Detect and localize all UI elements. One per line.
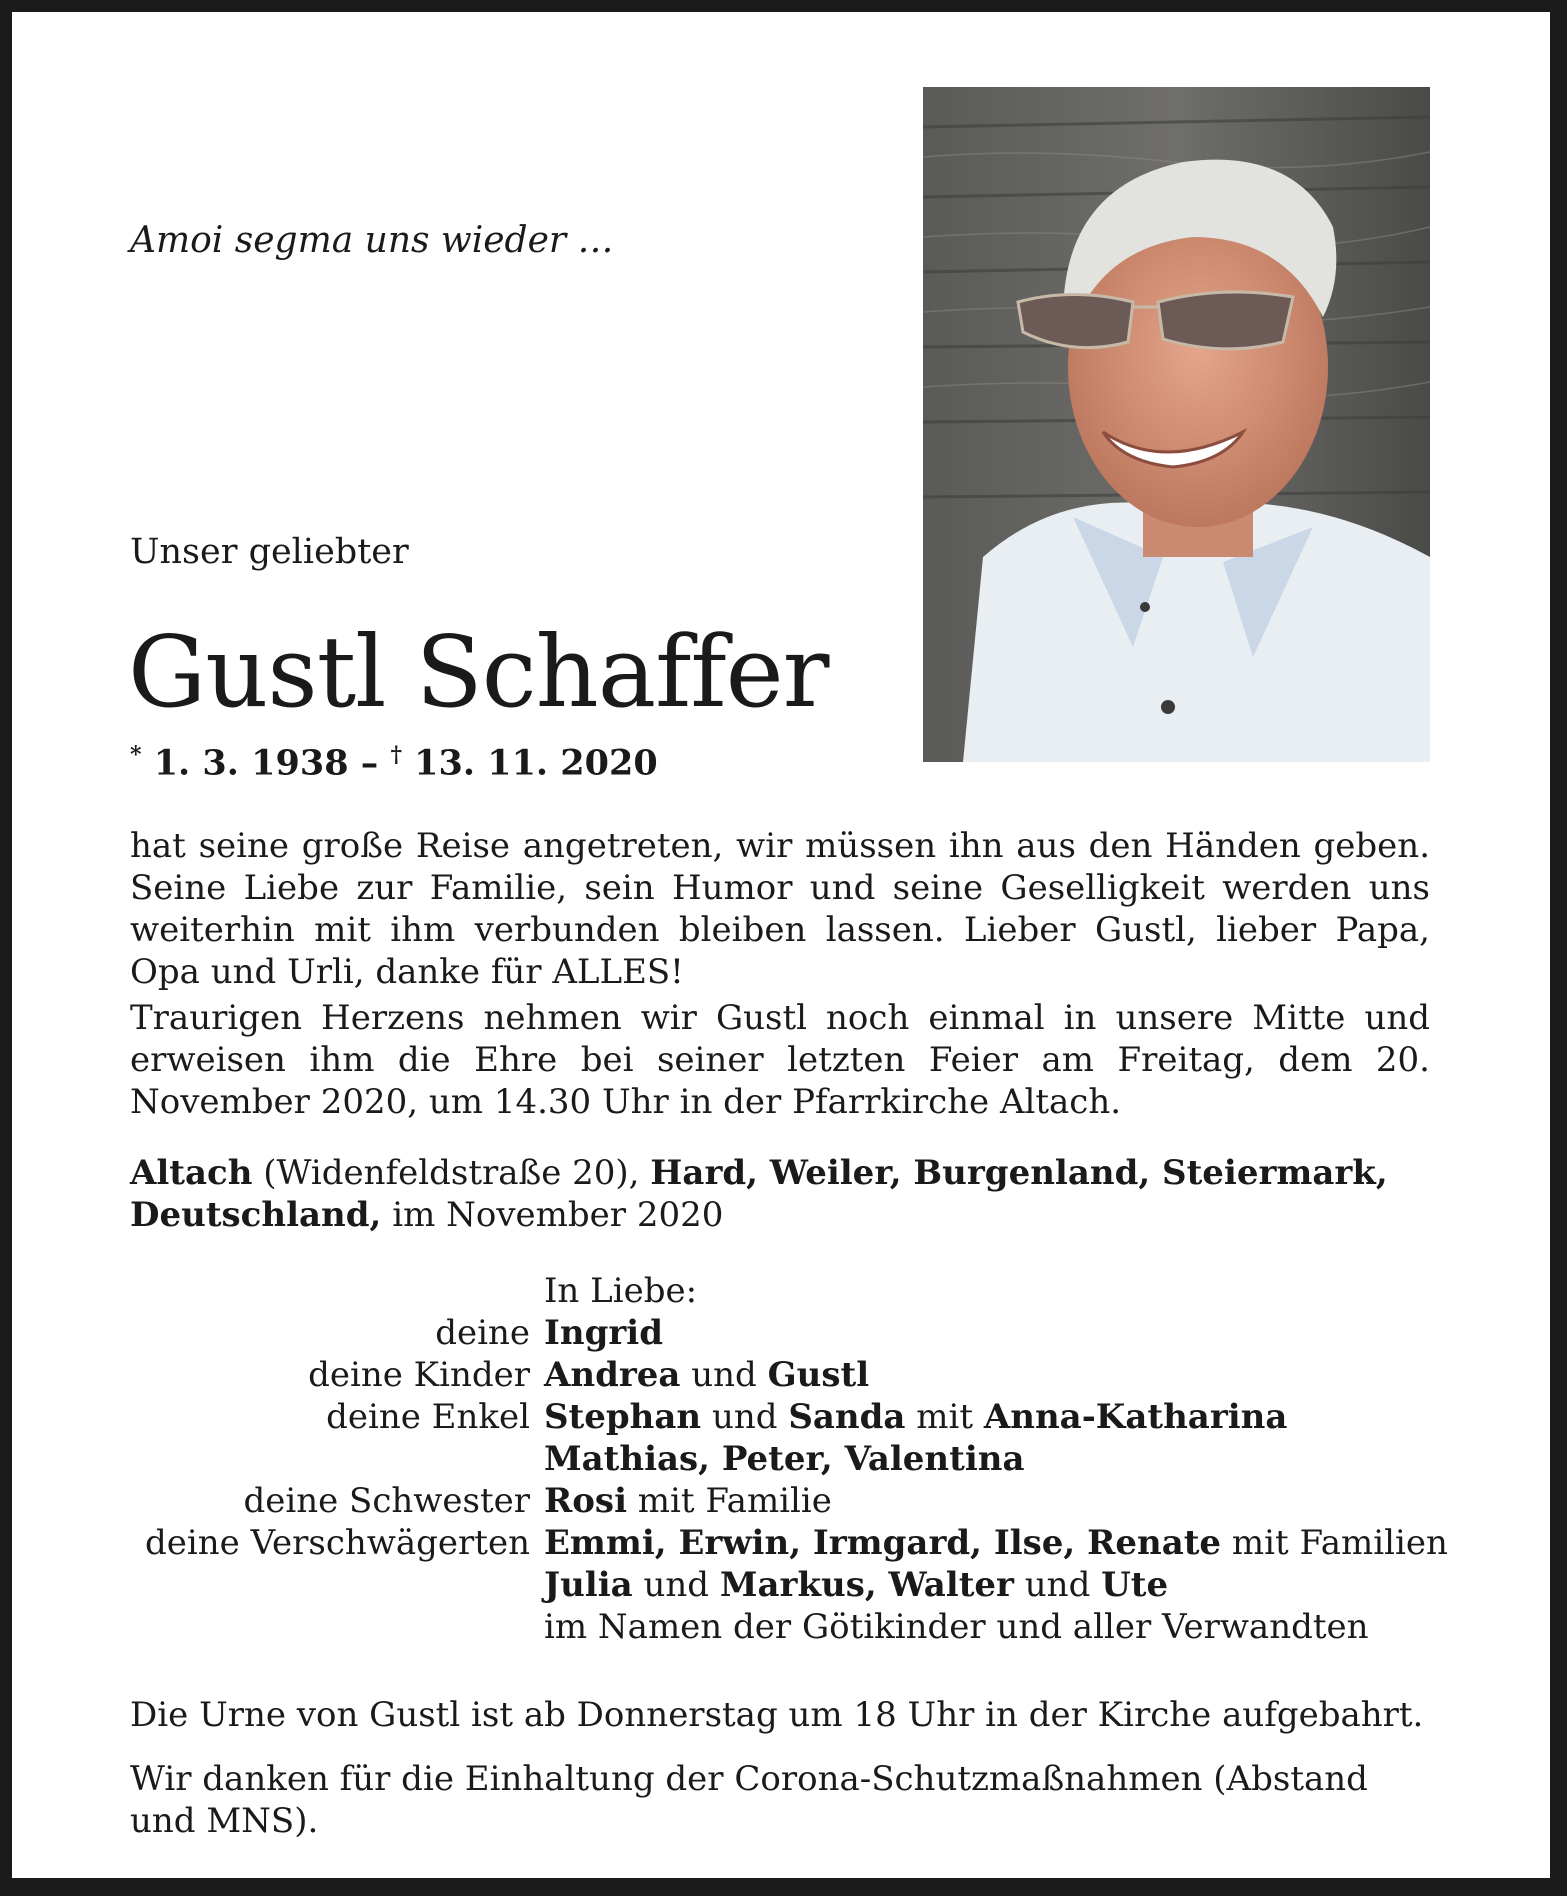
family-with-family: mit Familie [627,1481,832,1521]
family-inlaw-b: Markus, Walter [719,1565,1014,1605]
location-line [130,1152,1430,1236]
paragraph-journey: hat seine große Reise angetreten, wir müssen ihn aus den Händen geben. Seine Liebe zur Familie, sein Humor und seine Geselligkeit werden uns weiterhin mit ihm verbunden bleiben lassen. Lieber Gustl, lieber Papa, Opa und Urli, danke für ALLES! [130,826,1430,992]
family-with-families: mit Familien [1221,1523,1448,1563]
birth-symbol: * [130,742,142,768]
family-child-2: Gustl [767,1355,870,1395]
family-inlaw-c: Ute [1101,1565,1169,1605]
family-grandchildren-2: Mathias, Peter, Valentina [544,1439,1025,1479]
family-label-wife: deine [435,1313,530,1353]
portrait-photo-icon [923,87,1430,762]
family-row-inlaws [130,1522,1448,1564]
family-label-inlaws: deine Verschwägerten [145,1523,530,1563]
location-address: (Widenfeldstraße 20), [252,1153,651,1193]
family-list [130,1270,1448,1648]
life-dates [130,742,658,784]
family-row-grandchildren [130,1396,1430,1438]
motto: Amoi segma uns wieder … [130,220,614,261]
family-row-wife [130,1312,1430,1354]
family-label-grandchildren: deine Enkel [326,1397,530,1437]
closing-urn-note: Die Urne von Gustl ist ab Donnerstag um 18 Uhr in der Kirche aufgebahrt. [130,1695,1424,1735]
family-row-inlaws-2 [130,1564,1430,1606]
birth-date: 1. 3. 1938 [153,742,349,784]
family-sister: Rosi [544,1481,627,1521]
paragraph-ceremony: Traurigen Herzens nehmen wir Gustl noch einmal in unsere Mitte und erweisen ihm die Ehre bei seiner letzten Feier am Freitag, dem 20. November 2020, um 14.30 Uhr in der Pfarrkirche Altach. [130,998,1430,1122]
family-and: und [680,1355,768,1395]
family-with: mit [905,1397,984,1437]
date-separator: – [348,742,391,784]
closing-thanks: Wir danken für die Einhaltung der Corona-Schutzmaßnahmen (Abstand und MNS). [130,1759,1368,1841]
family-child-1: Andrea [544,1355,681,1395]
location-place-altach: Altach [130,1153,253,1193]
family-row-sister [130,1480,1430,1522]
family-wife: Ingrid [544,1313,663,1353]
family-heading: In Liebe: [544,1271,698,1311]
obituary-page [12,12,1550,1878]
family-row-others [130,1606,1430,1648]
family-and: und [632,1565,720,1605]
death-symbol: † [390,742,402,768]
family-others: im Namen der Götikinder und aller Verwandten [544,1607,1369,1647]
family-inlaw-a: Julia [544,1565,633,1605]
location-date: im November 2020 [381,1195,724,1235]
family-inlaws: Emmi, Erwin, Irmgard, Ilse, Renate [544,1523,1222,1563]
family-label-children: deine Kinder [308,1355,530,1395]
deceased-name: Gustl Schaffer [128,616,829,730]
portrait-photo [923,87,1430,762]
family-and: und [701,1397,789,1437]
family-grandchild-2: Sanda [788,1397,906,1437]
family-great-grandchild: Anna-Katharina [983,1397,1288,1437]
death-date: 13. 11. 2020 [414,742,658,784]
family-row-grandchildren-2 [130,1438,1430,1480]
family-row-children [130,1354,1430,1396]
family-and: und [1013,1565,1102,1605]
family-grandchild-1: Stephan [544,1397,702,1437]
location-places: Hard, Weiler, Burgenland, Steiermark, Deutschland, [130,1153,1388,1235]
family-label-sister: deine Schwester [243,1481,530,1521]
family-heading-row [130,1270,1430,1312]
intro-text: Unser geliebter [130,532,409,572]
